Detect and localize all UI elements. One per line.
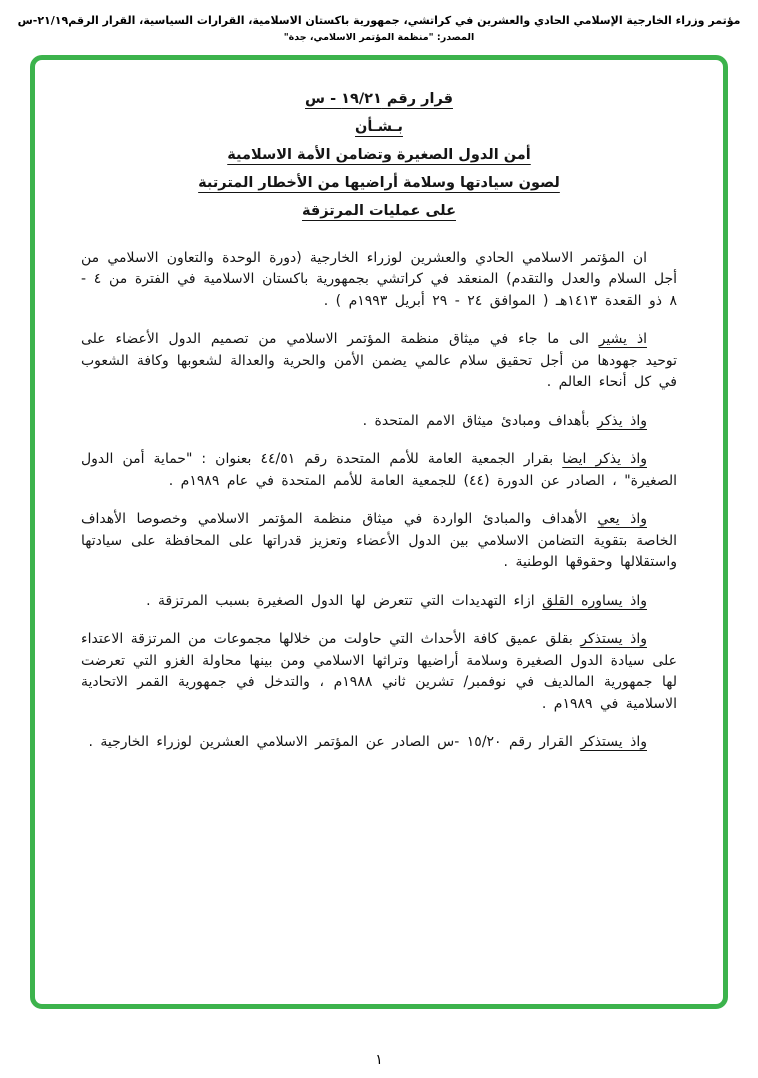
paragraph-lead: واذ يستذكر [580,734,647,751]
paragraph-preamble [81,248,677,313]
paragraph-text: بقلق عميق كافة الأحداث التي حاولت من خلالها مجموعات من المرتزقة الاعتداء على سيادة الدول الصغيرة وسلامة أراضيها وتراثها الاسلامي ومن بينها محاولة الغزو التي تعرضت لها جمهورية المالديف في نوفمبر/ تشرين ثاني ١٩٨٨م ، والتدخل في جمهورية القمر الاتحادية الاسلامية في ١٩٨٩م . [81,631,678,712]
resolution-title-block [81,86,677,224]
resolution-document [81,86,677,754]
paragraph-recalling-charter [81,329,677,394]
green-border-frame [30,55,728,1009]
paragraph-lead: واذ يعي [597,511,647,528]
paragraph-text: بأهداف ومبادئ ميثاق الامم المتحدة . [362,412,598,429]
paragraph-text: ان المؤتمر الاسلامي الحادي والعشرين لوزراء الخارجية (دورة الوحدة والتعاون الاسلامي من أجل السلام والعدل والتقدم) المنعقد في كراتشي بجمهورية باكستان الاسلامية في الفترة من ٤ - ٨ ذو القعدة ١٤١٣هـ ( الموافق ٢٤ - ٢٩ أبريل ١٩٩٣م ) . [81,249,677,309]
resolution-subject-word-row [81,114,677,140]
resolution-number-row [81,86,677,112]
resolution-subject-line1-row [81,142,677,168]
paragraph-text: ازاء التهديدات التي تتعرض لها الدول الصغيرة بسبب المرتزقة . [146,592,543,609]
paragraph-lead: واذ يستذكر [580,631,647,648]
resolution-subject-line1: أمن الدول الصغيرة وتضامن الأمة الاسلامية [227,146,531,163]
resolution-subject-line2: لصون سيادتها وسلامة أراضيها من الأخطار المترتبة [198,174,560,191]
paragraph-concern-threats [81,591,677,613]
annotation-title: مؤتمر وزراء الخارجية الإسلامي الحادي والعشرين في كراتشي، جمهورية باكستان الاسلامية، القرارات السياسية، القرار الرقم٢١/١٩-س [17,14,741,27]
paragraph-text: الى ما جاء في ميثاق منظمة المؤتمر الاسلامي من تصميم الدول الأعضاء على توحيد جهودها من أجل تحقيق سلام عالمي يضمن الأمن والحرية والعدالة لشعوبها وكافة الشعوب في كل أنحاء العالم . [81,331,677,391]
paragraph-lead: واذ يساوره القلق [542,592,647,609]
paragraph-lead: واذ يذكر [597,412,647,429]
paragraph-un-charter [81,411,677,433]
resolution-subject-word: بـشـأن [355,118,403,135]
page-number: ١ [375,1052,383,1068]
source-annotation [0,12,758,43]
paragraph-text: بقرار الجمعية العامة للأمم المتحدة رقم ٤٤/٥١ بعنوان : "حماية أمن الدول الصغيرة" ، الصادر عن الدورة (٤٤) للجمعية العامة للأمم المتحدة في عام ١٩٨٩م . [81,451,677,489]
resolution-subject-line2-row [81,170,677,196]
resolution-subject-line3-row [81,198,677,224]
resolution-number: قرار رقم ١٩/٢١ - س [305,90,453,107]
paragraph-lead: اذ يشير [598,331,647,348]
paragraph-text: الأهداف والمبادئ الواردة في ميثاق منظمة المؤتمر الاسلامي وخصوصا الأهداف الخاصة بتقوية التضامن الاسلامي بين الدول الأعضاء وتعزيز قدراتها على المحافظة على سيادتها واستقلالها وحقوقها الوطنية . [81,511,677,571]
resolution-body [81,248,677,754]
resolution-subject-line3: على عمليات المرتزقة [302,202,456,219]
paragraph-un-resolution [81,449,677,492]
paragraph-previous-resolution [81,732,677,754]
paragraph-text: القرار رقم ١٥/٢٠ -س الصادر عن المؤتمر الاسلامي العشرين لوزراء الخارجية . [88,734,581,751]
annotation-source: المصدر: "منظمة المؤتمر الاسلامي، جدة" [283,31,475,43]
paragraph-lead: واذ يذكر ايضا [562,451,647,468]
paragraph-mercenary-incidents [81,629,677,715]
paragraph-aware-objectives [81,509,677,574]
